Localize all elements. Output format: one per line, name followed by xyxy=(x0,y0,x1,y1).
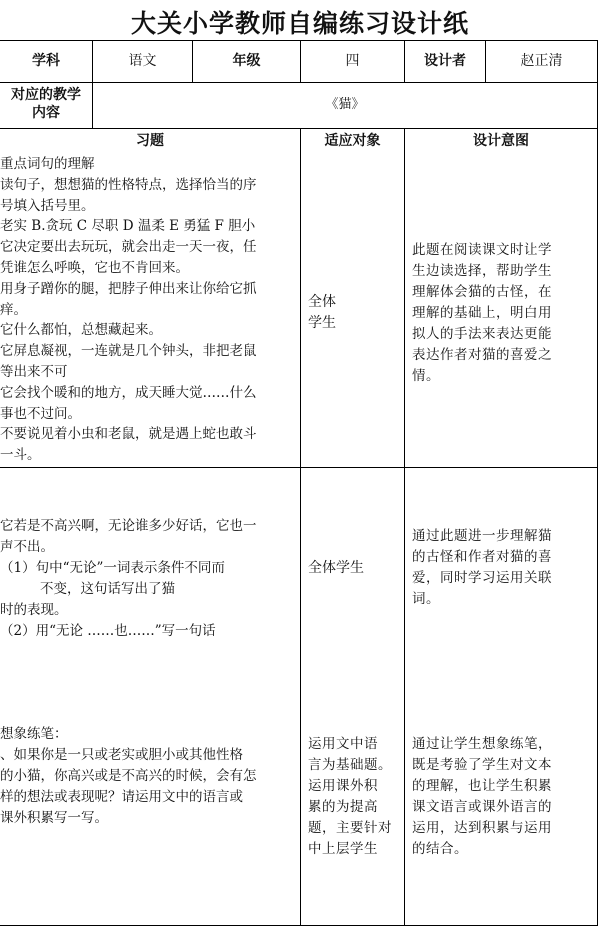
exercise-line: 课外积累写一写。 xyxy=(0,810,108,826)
exercise-line: 的小猫，你高兴或是不高兴的时候，会有怎 xyxy=(0,768,257,784)
intent-cell xyxy=(412,734,594,860)
teaching-content-label xyxy=(0,86,92,122)
exercise-line: 一斗。 xyxy=(0,447,41,464)
target-line: 全体学生 xyxy=(308,560,364,576)
teaching-content-value: 《猫》 xyxy=(325,97,365,112)
intent-line: 课文语言或课外语言的 xyxy=(412,799,552,815)
intent-line: 的理解，也让学生积累 xyxy=(412,778,552,794)
intent-line: 通过让学生想象练笔， xyxy=(412,736,552,752)
intent-line: 表达作者对猫的喜爱之 xyxy=(412,347,552,363)
exercise-line: 等出来不可 xyxy=(0,363,68,380)
exercise-line: 想象练笔： xyxy=(0,726,68,742)
intent-line: 运用，达到积累与运用 xyxy=(412,820,552,836)
exercise-line: 事也不过问。 xyxy=(0,405,81,422)
table-rule xyxy=(0,82,598,83)
exercise-line: 用身子蹭你的腿，把脖子伸出来让你给它抓 xyxy=(0,280,257,297)
target-line: 言为基础题。 xyxy=(308,757,392,773)
exercise-line: 它会找个暖和的地方，成天睡大觉……什么 xyxy=(0,384,257,401)
exercise-line: 凭谁怎么呼唤，它也不肯回来。 xyxy=(0,259,189,276)
intent-line: 拟人的手法来表达更能 xyxy=(412,326,552,342)
subject-label: 学科 xyxy=(32,53,60,69)
table-rule xyxy=(0,40,598,41)
exercise-cell xyxy=(0,724,298,829)
table-rule xyxy=(300,128,301,926)
exercise-line: 老实 B.贪玩 C 尽职 D 温柔 E 勇猛 F 胆小 xyxy=(0,218,256,235)
exercise-line: 、如果你是一只或老实或胆小或其他性格 xyxy=(0,747,243,763)
exercise-line: （1）句中“无论”一词表示条件不同而 xyxy=(0,560,225,576)
designer-value: 赵正清 xyxy=(520,53,563,69)
exercise-column-header: 习题 xyxy=(136,133,164,149)
intent-line: 生边读选择，帮助学生 xyxy=(412,263,552,279)
intent-cell xyxy=(412,240,594,387)
exercise-line: （2）用“无论 ……也……”写一句话 xyxy=(0,623,216,639)
table-rule xyxy=(0,467,598,468)
target-line: 题，主要针对 xyxy=(308,820,392,836)
intent-cell xyxy=(412,526,594,610)
target-line: 中上层学生 xyxy=(308,841,378,857)
exercise-line: 不要说见着小虫和老鼠，就是遇上蛇也敢斗 xyxy=(0,426,257,443)
subject-value: 语文 xyxy=(128,53,157,69)
table-rule xyxy=(0,925,598,926)
exercise-line: 号填入括号里。 xyxy=(0,197,95,214)
teaching-content-label-line: 内容 xyxy=(32,105,60,121)
target-line: 运用文中语 xyxy=(308,736,378,752)
target-column-header: 适应对象 xyxy=(324,133,381,149)
exercise-line: 痒。 xyxy=(0,301,27,318)
table-rule xyxy=(597,40,598,926)
exercise-cell xyxy=(0,516,298,642)
designer-label: 设计者 xyxy=(424,53,466,69)
intent-line: 此题在阅读课文时让学 xyxy=(412,242,552,258)
exercise-line: 它决定要出去玩玩，就会出走一天一夜，任 xyxy=(0,239,257,256)
intent-line: 理解体会猫的古怪，在 xyxy=(412,284,552,300)
intent-line: 词。 xyxy=(412,591,440,607)
sheet-title: 大关小学教师自编练习设计纸 xyxy=(130,9,469,38)
target-line: 全体 xyxy=(308,294,336,310)
exercise-line: 读句子，想想猫的性格特点，选择恰当的序 xyxy=(0,176,257,193)
intent-line: 既是考验了学生对文本 xyxy=(412,757,552,773)
intent-column-header: 设计意图 xyxy=(473,133,529,149)
grade-label: 年级 xyxy=(232,53,261,69)
target-cell xyxy=(308,292,398,334)
grade-value: 四 xyxy=(345,53,360,69)
intent-line: 爱，同时学习运用关联 xyxy=(412,570,552,586)
exercise-line: 样的想法或表现呢？请运用文中的语言或 xyxy=(0,789,243,805)
target-cell xyxy=(308,734,400,860)
intent-line: 的古怪和作者对猫的喜 xyxy=(412,549,552,565)
exercise-line: 它屏息凝视，一连就是几个钟头，非把老鼠 xyxy=(0,343,257,360)
exercise-line: 声不出。 xyxy=(0,539,54,555)
table-rule xyxy=(0,128,598,129)
target-line: 运用课外积 xyxy=(308,778,378,794)
exercise-line: 它什么都怕，总想藏起来。 xyxy=(0,322,162,339)
exercise-line: 重点词句的理解 xyxy=(0,156,95,172)
exercise-line: 时的表现。 xyxy=(0,602,68,618)
exercise-line: 它若是不高兴啊，无论谁多少好话，它也一 xyxy=(0,518,257,534)
exercise-cell xyxy=(0,154,298,466)
target-line: 累的为提高 xyxy=(308,799,378,815)
intent-line: 情。 xyxy=(412,368,440,384)
exercise-design-table xyxy=(0,40,598,926)
target-cell xyxy=(308,558,398,578)
intent-line: 理解的基础上，明白用 xyxy=(412,305,552,321)
intent-line: 通过此题进一步理解猫 xyxy=(412,528,552,544)
teaching-content-label-line: 对应的教学 xyxy=(11,87,81,103)
intent-line: 的结合。 xyxy=(412,841,468,857)
target-line: 学生 xyxy=(308,315,336,331)
table-rule xyxy=(404,128,405,926)
exercise-line: 不变，这句话写出了猫 xyxy=(40,581,175,597)
